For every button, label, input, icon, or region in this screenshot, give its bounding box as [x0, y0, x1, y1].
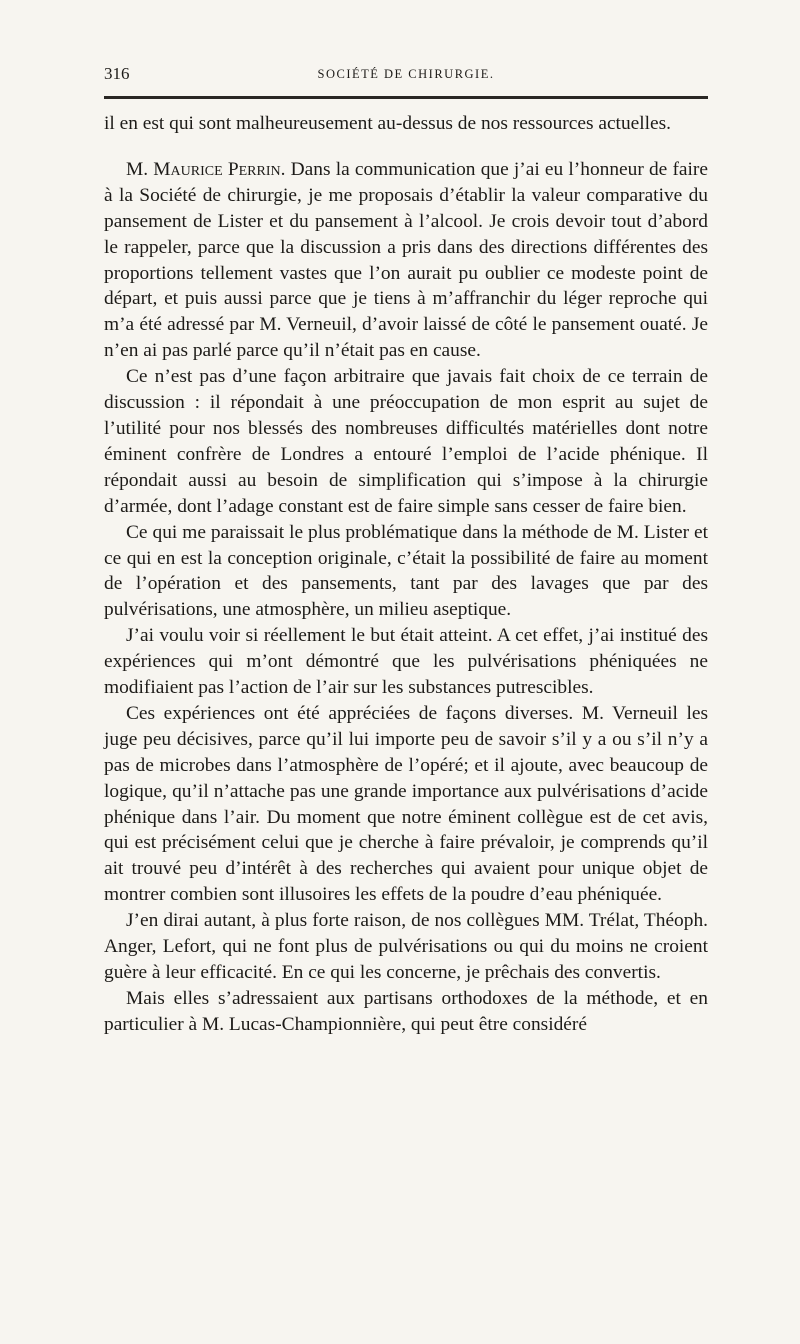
running-header [104, 58, 708, 90]
body-text [104, 111, 708, 1038]
paragraph-orthodox-partisans: Mais elles s’adressaient aux partisans orthodoxes de la méthode, et en particulier à M. Lucas-Championnière, qui peut être considéré [104, 987, 708, 1035]
running-title: SOCIÉTÉ DE CHIRURGIE. [317, 67, 495, 81]
header-rule [104, 96, 708, 99]
page-number: 316 [104, 64, 130, 83]
speaker-name: M. Maurice Perrin. [126, 158, 286, 180]
paragraph-discussion-terrain: Ce n’est pas d’une façon arbitraire que javais fait choix de ce terrain de discussion : il répondait à une préoccupation de mon esprit au sujet de l’utilité pour nos blessés des nombreuses difficultés matérielles dont notre éminent confrère de Londres a entouré l’emploi de l’acide phénique. Il répondait aussi au besoin de simplification qui s’impose à la chirurgie d’armée, dont l’adage constant est de faire simple sans cesser de faire bien. [104, 366, 708, 517]
paragraph-lister-method: Ce qui me paraissait le plus problématique dans la méthode de M. Lister et ce qui en est la conception originale, c’était la possibilité de faire au moment de l’opération et des pansements, tant par des lavages que par des pulvérisations, une atmosphère, un milieu aseptique. [104, 521, 708, 621]
paragraph-perrin-intro: M. Maurice Perrin. Dans la communication que j’ai eu l’honneur de faire à la Société de chirurgie, je me proposais d’établir la valeur comparative du pansement de Lister et du pansement à l’alcool. Je crois devoir tout d’abord le rappeler, parce que la discussion a pris dans des directions différentes des proportions tellement vastes que l’on aurait pu oublier ce modeste point de départ, et puis aussi parce que je tiens à m’affranchir du léger reproche qui m’a été adressé par M. Verneuil, d’avoir laissé de côté le pansement ouaté. Je n’en ai pas parlé parce qu’il n’était pas en cause. [104, 158, 708, 362]
paragraph-experiments: J’ai voulu voir si réellement le but était atteint. A cet effet, j’ai institué des expériences qui m’ont démontré que les pulvérisations phéniquées ne modifiaient pas l’action de l’air sur les substances putrescibles. [104, 625, 708, 699]
paragraph-continuation: il en est qui sont malheureusement au-dessus de nos ressources actuelles. [104, 113, 672, 134]
paragraph-colleagues: J’en dirai autant, à plus forte raison, de nos collègues MM. Trélat, Théoph. Anger, Lefort, qui ne font plus de pulvérisations ou qui du moins ne croient guère à leur efficacité. En ce qui les concerne, je prêchais des convertis. [104, 910, 708, 983]
paragraph-verneuil: Ces expériences ont été appréciées de façons diverses. M. Verneuil les juge peu décisives, parce qu’il lui importe peu de savoir s’il y a ou s’il n’y a pas de microbes dans l’atmosphère de l’opéré; et il ajoute, avec beaucoup de logique, qu’il n’attache pas une grande importance aux pulvérisations d’acide phénique dans l’air. Du moment que notre éminent collègue est de cet avis, qui est précisément celui que je cherche à faire prévaloir, je comprends qu’il ait trouvé peu d’intérêt à des recherches qui avaient pour unique objet de montrer combien sont illusoires les effets de la poudre d’eau phéniquée. [104, 702, 708, 906]
